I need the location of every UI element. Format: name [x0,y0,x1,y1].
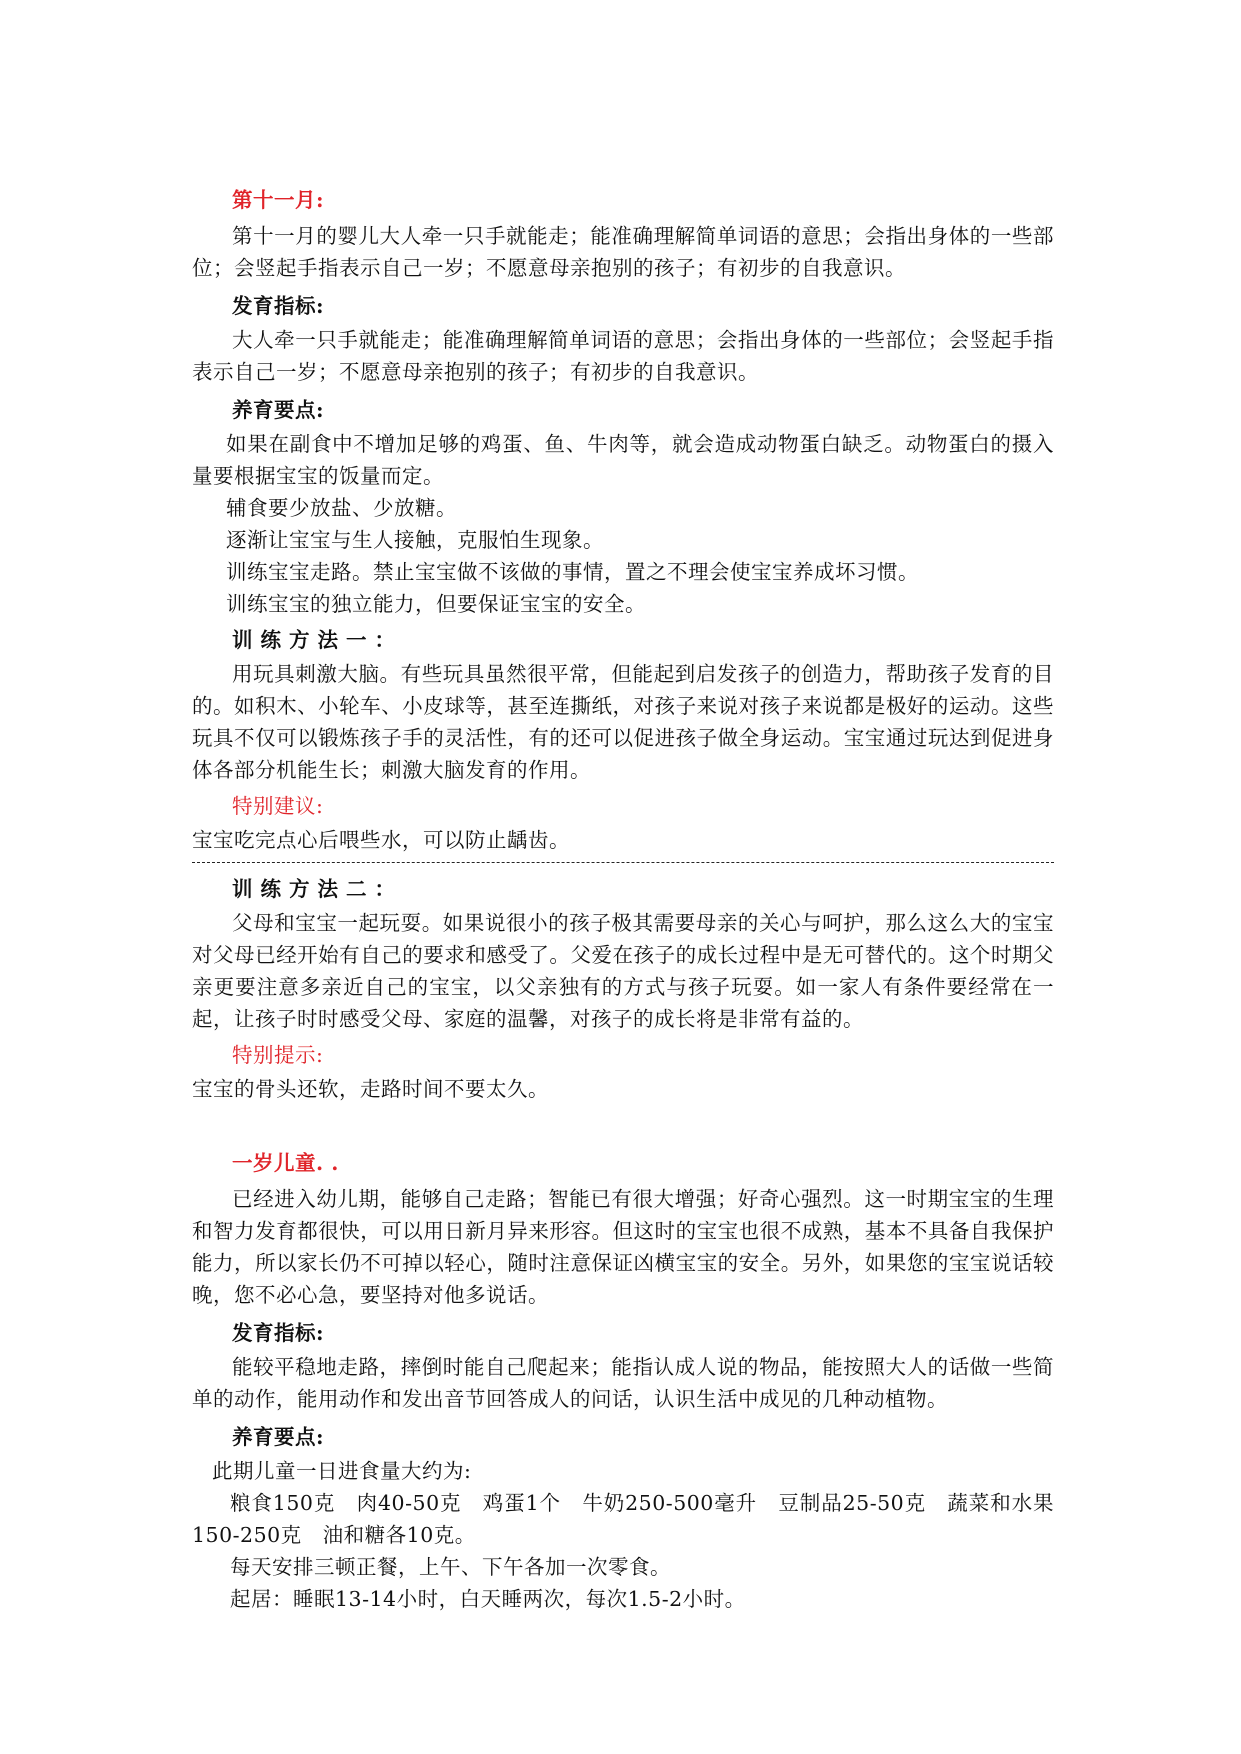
month11-dev-text: 大人牵一只手就能走；能准确理解简单词语的意思；会指出身体的一些部位；会竖起手指表示自己一岁；不愿意母亲抱别的孩子；有初步的自我意识。 [192,328,1054,384]
intake-intro: 此期儿童一日进食量大约为: [212,1459,472,1483]
year1-care-label: 养育要点: [232,1425,325,1449]
month11-care-item: 训练宝宝的独立能力，但要保证宝宝的安全。 [226,592,646,616]
section-title-month11: 第十一月: [232,188,325,212]
month11-dev-label: 发育指标: [232,294,325,318]
month11-care-label: 养育要点: [232,398,325,422]
month11-intro: 第十一月的婴儿大人牵一只手就能走；能准确理解简单词语的意思；会指出身体的一些部位；会竖起手指表示自己一岁；不愿意母亲抱别的孩子；有初步的自我意识。 [192,224,1054,280]
method1-label: 训练方法一： [232,628,403,652]
intake-detail: 粮食150克 肉40-50克 鸡蛋1个 牛奶250-500毫升 豆制品25-50克 蔬菜和水果150-250克 油和糖各10克。 [192,1491,1054,1547]
month11-care-item: 训练宝宝走路。禁止宝宝做不该做的事情，置之不理会使宝宝养成坏习惯。 [226,560,919,584]
year1-dev-text: 能较平稳地走路，摔倒时能自己爬起来；能指认成人说的物品，能按照大人的话做一些简单的动作，能用动作和发出音节回答成人的问话，认识生活中成见的几种动植物。 [192,1355,1054,1411]
dashed-divider [192,862,1054,863]
year1-dev-label: 发育指标: [232,1321,325,1345]
method1-text: 用玩具刺激大脑。有些玩具虽然很平常，但能起到启发孩子的创造力，帮助孩子发育的目的。如积木、小轮车、小皮球等，甚至连撕纸，对孩子来说对孩子来说都是极好的运动。这些玩具不仅可以锻炼孩子手的灵活性，有的还可以促进孩子做全身运动。宝宝通过玩达到促进身体各部分机能生长；刺激大脑发育的作用。 [192,662,1054,782]
sleep-text: 起居：睡眠13-14小时，白天睡两次，每次1.5-2小时。 [230,1587,746,1611]
tip-label: 特别提示: [232,1043,324,1067]
section-title-year1: 一岁儿童. . [232,1151,339,1175]
month11-care-item: 逐渐让宝宝与生人接触，克服怕生现象。 [226,528,604,552]
document-content [192,180,1054,1615]
meals-text: 每天安排三顿正餐，上午、下午各加一次零食。 [230,1555,671,1579]
month11-care-item: 如果在副食中不增加足够的鸡蛋、鱼、牛肉等，就会造成动物蛋白缺乏。动物蛋白的摄入量要根据宝宝的饭量而定。 [192,432,1054,488]
tip-text: 宝宝的骨头还软，走路时间不要太久。 [192,1077,549,1101]
advice-text: 宝宝吃完点心后喂些水，可以防止龋齿。 [192,828,570,852]
year1-intro: 已经进入幼儿期，能够自己走路；智能已有很大增强；好奇心强烈。这一时期宝宝的生理和智力发育都很快，可以用日新月异来形容。但这时的宝宝也很不成熟，基本不具备自我保护能力，所以家长仍不可掉以轻心，随时注意保证凶横宝宝的安全。另外，如果您的宝宝说话较晚，您不必心急，要坚持对他多说话。 [192,1187,1054,1307]
section-gap [192,1105,1054,1143]
method2-text: 父母和宝宝一起玩耍。如果说很小的孩子极其需要母亲的关心与呵护，那么这么大的宝宝对父母已经开始有自己的要求和感受了。父爱在孩子的成长过程中是无可替代的。这个时期父亲更要注意多亲近自己的宝宝，以父亲独有的方式与孩子玩耍。如一家人有条件要经常在一起，让孩子时时感受父母、家庭的温馨，对孩子的成长将是非常有益的。 [192,911,1054,1031]
method2-label: 训练方法二： [232,877,403,901]
month11-care-item: 辅食要少放盐、少放糖。 [226,496,457,520]
advice-label: 特别建议: [232,794,324,818]
